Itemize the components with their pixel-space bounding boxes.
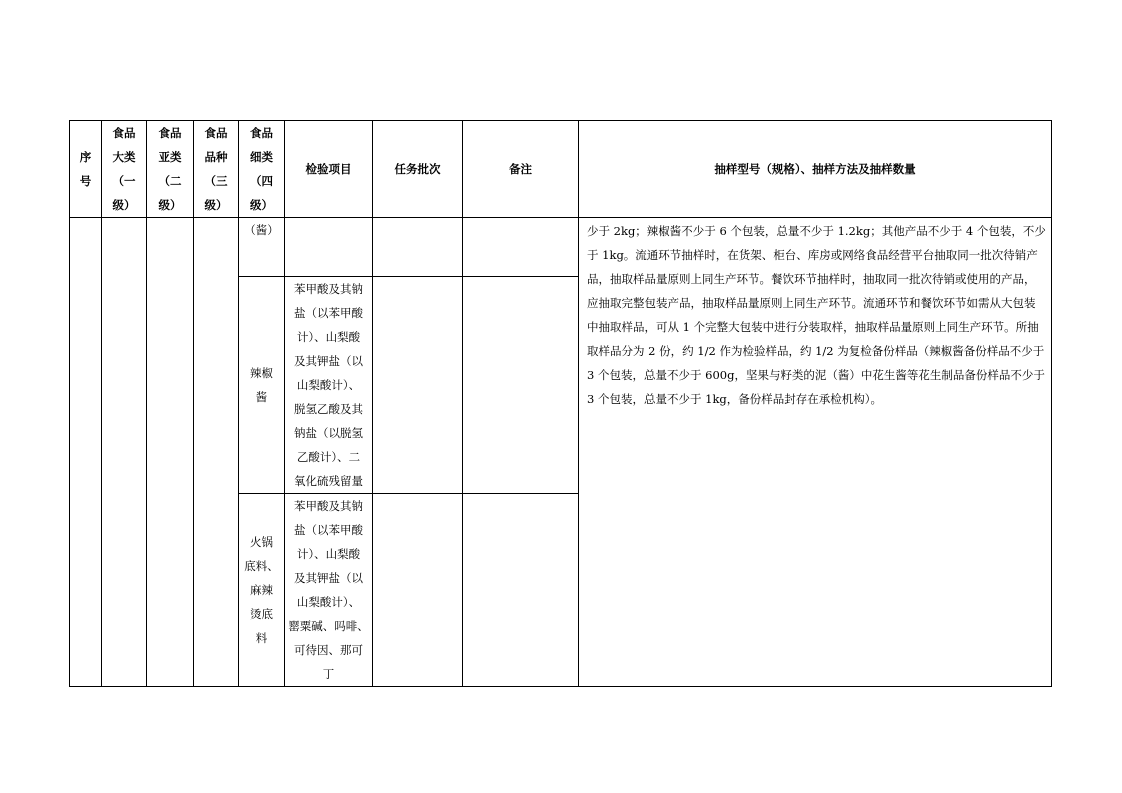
subclass-cell: （酱） <box>239 218 285 277</box>
header-test-items: 检验项目 <box>285 121 373 218</box>
table-row <box>70 218 1052 277</box>
subclass-cell: 辣椒 酱 <box>239 277 285 494</box>
header-sampling: 抽样型号（规格）、抽样方法及抽样数量 <box>579 121 1052 218</box>
subclass-cell: 火锅 底料、 麻辣 烫底 料 <box>239 494 285 687</box>
header-category-3: 食品 品种 （三 级） <box>194 121 239 218</box>
task-batch-cell <box>373 494 463 687</box>
task-batch-cell <box>373 218 463 277</box>
test-items-cell: 苯甲酸及其钠 盐（以苯甲酸 计）、山梨酸 及其钾盐（以 山梨酸计）、 罂粟碱、吗啡、 可待因、那可 丁 <box>285 494 373 687</box>
remark-cell <box>463 218 579 277</box>
category-2-cell <box>147 218 194 687</box>
header-row <box>70 121 1052 218</box>
seq-cell <box>70 218 102 687</box>
category-3-cell <box>194 218 239 687</box>
header-category-1: 食品 大类 （一 级） <box>102 121 147 218</box>
header-task-batch: 任务批次 <box>373 121 463 218</box>
header-remark: 备注 <box>463 121 579 218</box>
remark-cell <box>463 494 579 687</box>
header-category-2: 食品 亚类 （二 级） <box>147 121 194 218</box>
sampling-table <box>69 120 1052 687</box>
task-batch-cell <box>373 277 463 494</box>
test-items-cell: 苯甲酸及其钠 盐（以苯甲酸 计）、山梨酸 及其钾盐（以 山梨酸计）、 脱氢乙酸及其 钠盐（以脱氢 乙酸计）、二 氧化硫残留量 <box>285 277 373 494</box>
category-1-cell <box>102 218 147 687</box>
remark-cell <box>463 277 579 494</box>
sampling-method-cell: 少于 2kg；辣椒酱不少于 6 个包装，总量不少于 1.2kg；其他产品不少于 4 个包装，不少于 1kg。流通环节抽样时，在货架、柜台、库房或网络食品经营平台抽取同一批次待销产品，抽取样品量原则上同生产环节。餐饮环节抽样时，抽取同一批次待销或使用的产品，应抽取完整包装产品，抽取样品量原则上同生产环节。流通环节和餐饮环节如需从大包装中抽取样品，可从 1 个完整大包装中进行分装取样，抽取样品量原则上同生产环节。所抽取样品分为 2 份，约 1/2 作为检验样品，约 1/2 为复检备份样品（辣椒酱备份样品不少于 3 个包装，总量不少于 600g，坚果与籽类的泥（酱）中花生酱等花生制品备份样品不少于 3 个包装，总量不少于 1kg，备份样品封存在承检机构）。 <box>579 218 1052 687</box>
test-items-cell <box>285 218 373 277</box>
header-seq: 序 号 <box>70 121 102 218</box>
header-category-4: 食品 细类 （四 级） <box>239 121 285 218</box>
